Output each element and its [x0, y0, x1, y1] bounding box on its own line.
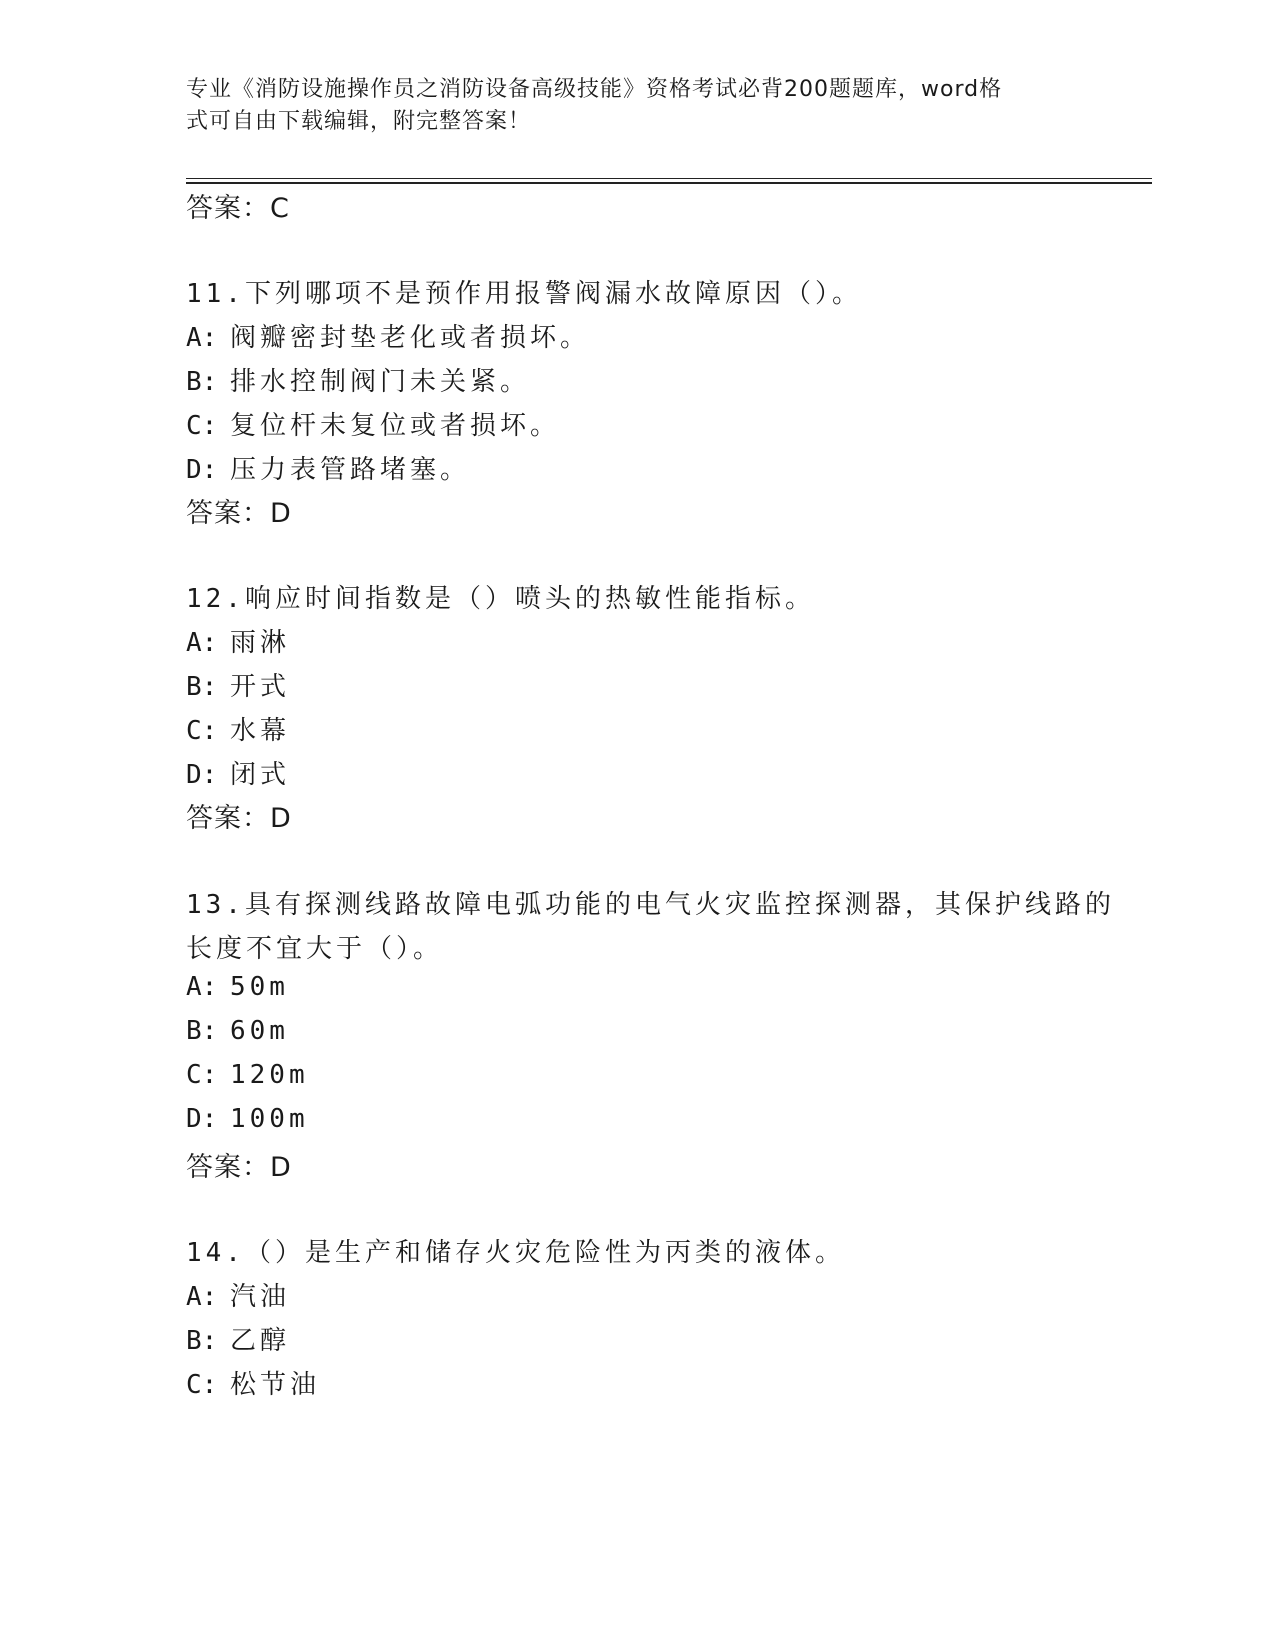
question-12-option-a: A: 雨淋 [186, 628, 291, 658]
question-12-stem: 12.响应时间指数是（）喷头的热敏性能指标。 [186, 584, 815, 614]
header-line-2: 式可自由下载编辑，附完整答案！ [186, 109, 532, 134]
question-12-option-c: C: 水幕 [186, 716, 291, 746]
question-11-option-a: A: 阀瓣密封垫老化或者损坏。 [186, 323, 591, 353]
document-header [186, 74, 1076, 138]
question-13-option-b: B: 60m [186, 1016, 289, 1046]
question-13-stem-line-1: 13.具有探测线路故障电弧功能的电气火灾监控探测器，其保护线路的 [186, 890, 1115, 920]
question-12-answer: 答案：D [186, 803, 292, 834]
question-14-option-c: C: 松节油 [186, 1370, 321, 1400]
question-14-stem: 14.（）是生产和储存火灾危险性为丙类的液体。 [186, 1238, 845, 1268]
question-14-option-a: A: 汽油 [186, 1282, 291, 1312]
answer-previous: 答案：C [186, 193, 290, 224]
question-12-option-d: D: 闭式 [186, 760, 291, 790]
question-11-answer: 答案：D [186, 498, 292, 529]
question-13-stem-line-2: 长度不宜大于（）。 [186, 934, 444, 964]
question-11-stem: 11.下列哪项不是预作用报警阀漏水故障原因（）。 [186, 279, 862, 309]
question-11-option-d: D: 压力表管路堵塞。 [186, 455, 471, 485]
question-13-option-a: A: 50m [186, 972, 289, 1002]
question-11-option-c: C: 复位杆未复位或者损坏。 [186, 411, 561, 441]
question-13-answer: 答案：D [186, 1152, 292, 1183]
header-rule-thin [186, 178, 1152, 179]
question-12-option-b: B: 开式 [186, 672, 291, 702]
question-14-option-b: B: 乙醇 [186, 1326, 291, 1356]
question-11-option-b: B: 排水控制阀门未关紧。 [186, 367, 531, 397]
question-13-option-c: C: 120m [186, 1060, 309, 1090]
header-line-1: 专业《消防设施操作员之消防设备高级技能》资格考试必背200题题库，word格 [186, 77, 1003, 102]
question-13-option-d: D: 100m [186, 1104, 309, 1134]
header-rule-thick [186, 182, 1152, 184]
